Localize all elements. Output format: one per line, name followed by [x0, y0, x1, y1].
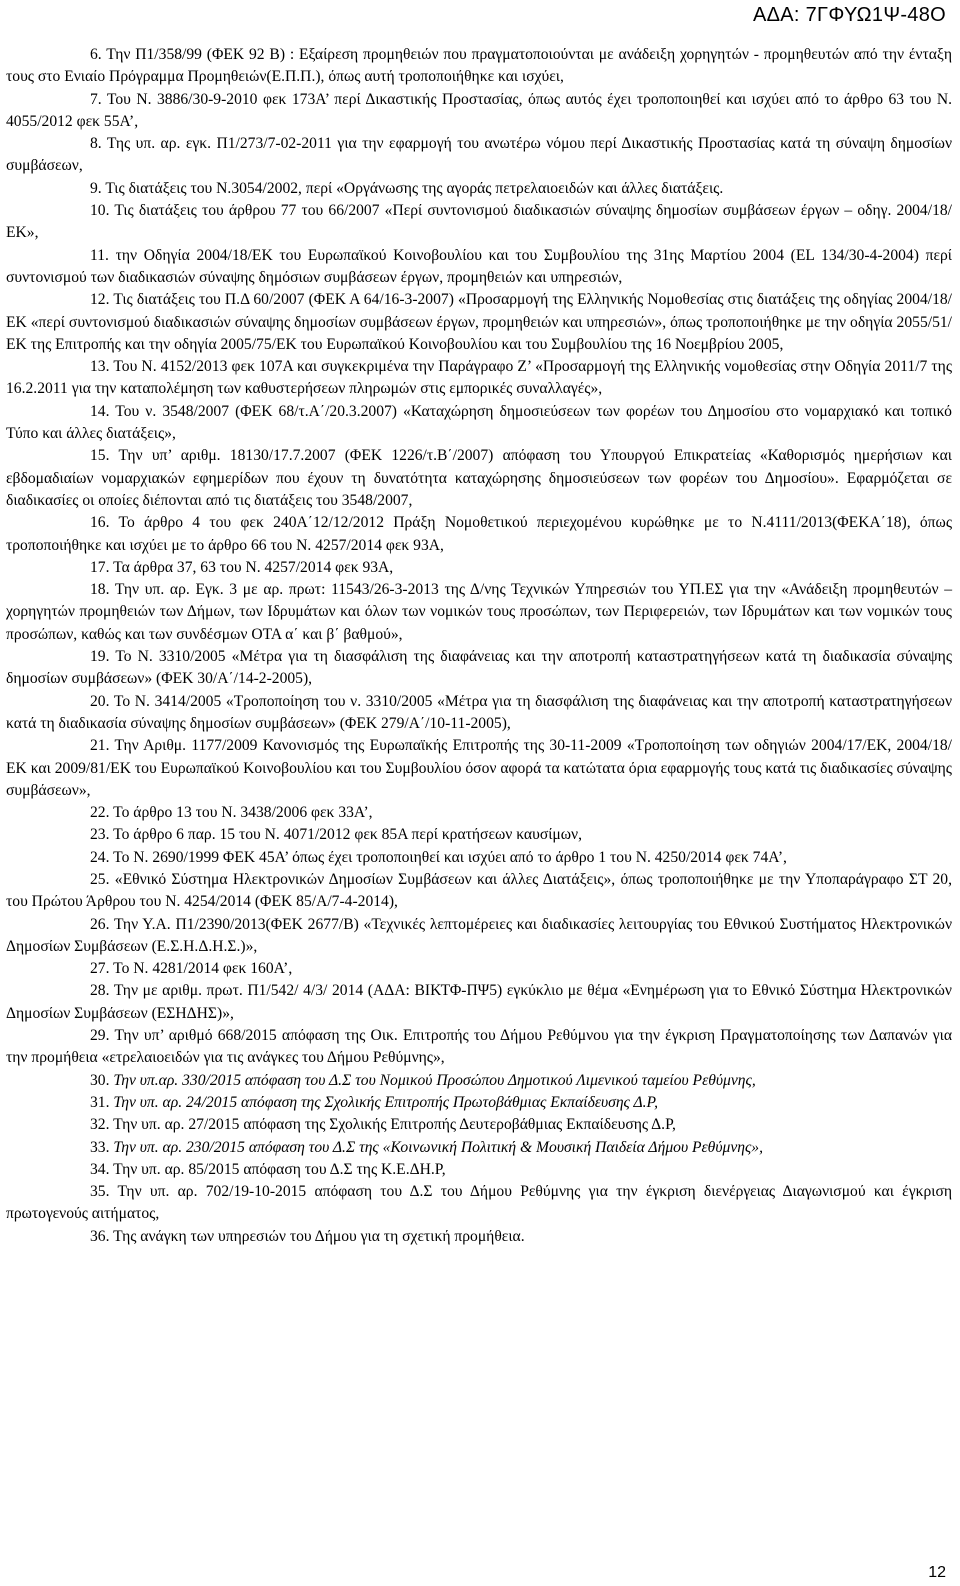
- list-item: [6, 89, 952, 134]
- document-ada-code: ΑΔΑ: 7ΓΦΥΩ1Ψ-48Ο: [752, 4, 946, 26]
- item-number: 28.: [90, 982, 110, 1000]
- item-number: 29.: [90, 1027, 110, 1045]
- item-text: Την υπ’ αριθμ. 18130/17.7.2007 (ΦΕΚ 1226/τ.Β΄/2007) απόφαση του Υπουργού Επικρατείας «Καθορισμός ημερήσιων και εβδομαδιαίων νομαρχιακών εφημερίδων που έχουν τη δυνατότητα καταχώρησης δημοσιεύσεων των φορέων του Δημοσίου». Εφαρμόζεται σε διαδικασίες οι οποίες διέπονται από τις διατάξεις του 3548/2007,: [6, 447, 952, 509]
- item-text: Την Υ.Α. Π1/2390/2013(ΦΕΚ 2677/Β) «Τεχνικές λεπτομέρειες και διαδικασίες λειτουργίας του Εθνικού Συστήματος Ηλεκτρονικών Δημοσίων Συμβάσεων (Ε.Σ.Η.Δ.Η.Σ.)»,: [6, 915, 952, 955]
- item-text: Το Ν. 3310/2005 «Μέτρα για τη διασφάλιση της διαφάνειας και την αποτροπή καταστρατηγήσεων κατά τη διαδικασία σύναψης δημοσίων συμβάσεων» (ΦΕΚ 30/Α΄/14-2-2005),: [6, 648, 952, 688]
- list-item: [6, 1293, 952, 1315]
- item-number: 34.: [90, 1160, 110, 1178]
- item-number: 23.: [90, 826, 110, 844]
- list-item: [6, 802, 952, 824]
- item-text: Το άρθρο 13 του Ν. 3438/2006 φεκ 33Α’,: [113, 804, 373, 822]
- item-number: 35.: [90, 1183, 110, 1201]
- item-number: 12.: [90, 291, 110, 309]
- list-item: [6, 824, 952, 846]
- list-item: [6, 356, 952, 401]
- item-text: Το Ν. 2690/1999 ΦΕΚ 45Α’ όπως έχει τροποποιηθεί και ισχύει από το άρθρο 1 του Ν. 4250/2014 φεκ 74Α’,: [113, 848, 787, 866]
- item-number: 9.: [90, 179, 102, 197]
- list-item: [6, 1270, 952, 1292]
- item-text: Την υπ. αρ. 24/2015 απόφαση της Σχολικής Επιτροπής Πρωτοβάθμιας Εκπαίδευσης Δ.Ρ,: [113, 1093, 658, 1111]
- item-text: Της υπ. αρ. εγκ. Π1/273/7-02-2011 για την εφαρμογή του ανωτέρω νόμου περί Δικαστικής Προστασίας κατά τη σύναψη δημοσίων συμβάσεων,: [6, 135, 952, 175]
- item-text: Τις διατάξεις του Ν.3054/2002, περί «Οργάνωσης της αγοράς πετρελαιοειδών και άλλες διατάξεις.: [105, 179, 724, 197]
- item-text: Τα άρθρα 37, 63 του Ν. 4257/2014 φεκ 93Α,: [113, 558, 394, 576]
- list-item: [6, 958, 952, 980]
- list-item: [6, 579, 952, 646]
- list-item: [6, 512, 952, 557]
- item-number: 31.: [90, 1093, 110, 1111]
- list-item: [6, 1181, 952, 1226]
- list-item: [6, 1137, 952, 1159]
- item-text: Την Αριθμ. 1177/2009 Κανονισμός της Ευρωπαϊκής Επιτροπής της 30-11-2009 «Τροποποίηση των οδηγιών 2004/17/ΕΚ, 2004/18/ΕΚ και 2009/81/ΕΚ του Ευρωπαϊκού Κοινοβουλίου και του Συμβουλίου όσον αφορά τα κατώτατα όρια εφαρμογής τους κατά τις διαδικασίες σύναψης συμβάσεων»,: [6, 737, 952, 799]
- list-item: [6, 1025, 952, 1070]
- list-item: [6, 178, 952, 200]
- list-item: [6, 1226, 952, 1248]
- list-item: [6, 557, 952, 579]
- list-item: [6, 980, 952, 1025]
- item-text: Την υπ.αρ. 330/2015 απόφαση του Δ.Σ του Νομικού Προσώπου Δημοτικού Λιμενικού ταμείου Ρεθύμνης,: [113, 1071, 756, 1089]
- item-number: 33.: [90, 1138, 110, 1156]
- page-number: 12: [928, 1564, 946, 1581]
- item-number: 32.: [90, 1116, 110, 1134]
- list-item: [6, 847, 952, 869]
- item-text: Το άρθρο 6 παρ. 15 του Ν. 4071/2012 φεκ 85Α περί κρατήσεων καυσίμων,: [113, 826, 583, 844]
- list-item: [6, 289, 952, 356]
- item-number: 18.: [90, 581, 110, 599]
- item-number: 20.: [90, 692, 110, 710]
- item-number: 15.: [90, 447, 110, 465]
- item-text: Την υπ’ αριθμό 668/2015 απόφαση της Οικ. Επιτροπής του Δήμου Ρεθύμνου για την έγκριση Πραγματοποίησης των Δαπανών για την προμήθεια «ετρελαιοειδών για τις ανάγκες του Δήμου Ρεθύμνης»,: [6, 1027, 952, 1067]
- item-number: 19.: [90, 648, 110, 666]
- item-number: 17.: [90, 558, 110, 576]
- item-number: 14.: [90, 402, 110, 420]
- list-item: [6, 133, 952, 178]
- list-item: [6, 401, 952, 446]
- item-text: Τις διατάξεις του Π.Δ 60/2007 (ΦΕΚ Α 64/16-3-2007) «Προσαρμογή της Ελληνικής Νομοθεσίας στις διατάξεις της οδηγίας 2004/18/ΕΚ «περί συντονισμού διαδικασιών σύναψης δημοσίων συμβάσεων έργων, προμηθειών και υπηρεσιών», όπως τροποποιήθηκε με την οδηγία 2055/51/ΕΚ της Επιτροπής και την οδηγία 2005/75/ΕΚ του Ευρωπαϊκού Κοινοβουλίου και του Συμβουλίου της 16 Νοεμβρίου 2005,: [6, 291, 952, 353]
- item-number: 11.: [90, 246, 109, 264]
- item-number: 30.: [90, 1071, 110, 1089]
- list-item: [6, 869, 952, 914]
- item-number: 25.: [90, 870, 110, 888]
- list-item: [6, 1248, 952, 1270]
- list-item: [6, 44, 952, 89]
- item-text: «Εθνικό Σύστημα Ηλεκτρονικών Δημοσίων Συμβάσεων και άλλες Διατάξεις», όπως τροποποιήθηκε με την Υποπαράγραφο ΣΤ 20, του Πρώτου Άρθρου του Ν. 4254/2014 (ΦΕΚ 85/Α/7-4-2014),: [6, 870, 952, 911]
- list-item: [6, 691, 952, 736]
- list-item: [6, 1092, 952, 1114]
- list-item: [6, 646, 952, 691]
- list-item: [6, 245, 952, 290]
- item-text: Την υπ. αρ. Εγκ. 3 με αρ. πρωτ: 11543/26-3-2013 της Δ/νης Τεχνικών Υπηρεσιών του ΥΠ.ΕΣ για την «Ανάδειξη προμηθευτών – χορηγητών προμηθειών των Δήμων, των Ιδρυμάτων και όλων των νομικών τους προσώπων, των Περιφερειών, των Ιδρυμάτων και των νομικών τους προσώπων, καθώς και των συνδέσμων ΟΤΑ α΄ και β΄ βαθμού»,: [6, 581, 952, 643]
- item-number: 27.: [90, 960, 110, 978]
- item-text: Την υπ. αρ. 230/2015 απόφαση του Δ.Σ της «Κοινωνική Πολιτική & Μουσική Παιδεία Δήμου Ρεθύμνης»,: [113, 1138, 763, 1156]
- item-text: Την υπ. αρ. 702/19-10-2015 απόφαση του Δ.Σ του Δήμου Ρεθύμνης για την έγκριση διενέργειας Διαγωνισμού και έγκριση πρωτογενούς αιτήματος,: [6, 1183, 953, 1223]
- item-text: Του ν. 3548/2007 (ΦΕΚ 68/τ.Α΄/20.3.2007) «Καταχώρηση δημοσιεύσεων των φορέων του Δημοσίου στο νομαρχιακό και τοπικό Τύπο και άλλες διατάξεις»,: [6, 402, 952, 443]
- item-text: Την Π1/358/99 (ΦΕΚ 92 Β) : Εξαίρεση προμηθειών που πραγματοποιούνται με ανάδειξη χορηγητών - προμηθευτών από την ένταξη τους στο Ενιαίο Πρόγραμμα Προμηθειών(Ε.Π.Π.), όπως αυτή τροποποιήθηκε και ισχύει,: [6, 46, 952, 86]
- item-text: Το Ν. 3414/2005 «Τροποποίηση του ν. 3310/2005 «Μέτρα για τη διασφάλιση της διαφάνειας και την αποτροπή καταστρατηγήσεων κατά τη διαδικασία σύναψης δημοσίων συμβάσεων» (ΦΕΚ 279/Α΄/10-11-2005),: [6, 692, 952, 732]
- list-item: [6, 1159, 952, 1181]
- list-item: [6, 200, 952, 245]
- item-number: 16.: [90, 514, 110, 532]
- item-text: Τις διατάξεις του άρθρου 77 του 66/2007 «Περί συντονισμού διαδικασιών σύναψης δημοσίων συμβάσεων έργων – οδηγ. 2004/18/ΕΚ»,: [6, 202, 952, 242]
- list-item: [6, 1315, 952, 1337]
- item-number: 36.: [90, 1227, 110, 1245]
- list-item: [6, 1337, 952, 1359]
- item-text: Το άρθρο 4 του φεκ 240Α΄12/12/2012 Πράξη Νομοθετικού περιεχομένου κυρώθηκε με το Ν.4111/2013(ΦΕΚΑ΄18), όπως τροποποιήθηκε και ισχύει με το άρθρο 66 του Ν. 4257/2014 φεκ 93Α,: [6, 514, 952, 554]
- legal-references-list: [6, 44, 952, 1360]
- item-number: 8.: [90, 135, 102, 153]
- item-text: Το Ν. 4281/2014 φεκ 160Α’,: [113, 960, 293, 978]
- item-text: Την υπ. αρ. 85/2015 απόφαση του Δ.Σ της Κ.Ε.ΔΗ.Ρ,: [113, 1160, 446, 1178]
- item-text: την Οδηγία 2004/18/ΕΚ του Ευρωπαϊκού Κοινοβουλίου και του Συμβουλίου της 31ης Μαρτίου 2004 (EL 134/30-4-2004) περί συντονισμού των διαδικασιών σύναψης δημόσιων συμβάσεων έργων, προμηθειών και υπηρεσιών,: [6, 246, 952, 286]
- item-number: 24.: [90, 848, 110, 866]
- list-item: [6, 1114, 952, 1136]
- item-number: 21.: [90, 737, 110, 755]
- item-number: 7.: [90, 90, 102, 108]
- item-text: Της ανάγκη των υπηρεσιών του Δήμου για τη σχετική προμήθεια.: [113, 1227, 525, 1245]
- item-number: 10.: [90, 202, 110, 220]
- list-item: [6, 1070, 952, 1092]
- item-text: Του Ν. 3886/30-9-2010 φεκ 173Α’ περί Δικαστικής Προστασίας, όπως αυτός έχει τροποποιηθεί και ισχύει από το άρθρο 63 του Ν. 4055/2012 φεκ 55Α’,: [6, 90, 952, 130]
- item-text: Του Ν. 4152/2013 φεκ 107Α και συγκεκριμένα την Παράγραφο Ζ’ «Προσαρμογή της Ελληνικής νομοθεσίας στην Οδηγία 2011/7 της 16.2.2011 για την καταπολέμηση των καθυστερήσεων πληρωμών στις εμπορικές συναλλαγές»,: [6, 358, 952, 398]
- item-text: Την με αριθμ. πρωτ. Π1/542/ 4/3/ 2014 (ΑΔΑ: ΒΙΚΤΦ-ΠΨ5) εγκύκλιο με θέμα «Ενημέρωση για το Εθνικό Σύστημα Ηλεκτρονικών Δημοσίων Συμβάσεων (ΕΣΗΔΗΣ)»,: [6, 982, 952, 1022]
- item-number: 26.: [90, 915, 110, 933]
- item-number: 6.: [90, 46, 102, 63]
- list-item: [6, 914, 952, 959]
- list-item: [6, 445, 952, 512]
- item-text: Την υπ. αρ. 27/2015 απόφαση της Σχολικής Επιτροπής Δευτεροβάθμιας Εκπαίδευσης Δ.Ρ,: [113, 1116, 676, 1134]
- item-number: 22.: [90, 804, 110, 822]
- list-item: [6, 735, 952, 802]
- item-number: 13.: [90, 358, 110, 376]
